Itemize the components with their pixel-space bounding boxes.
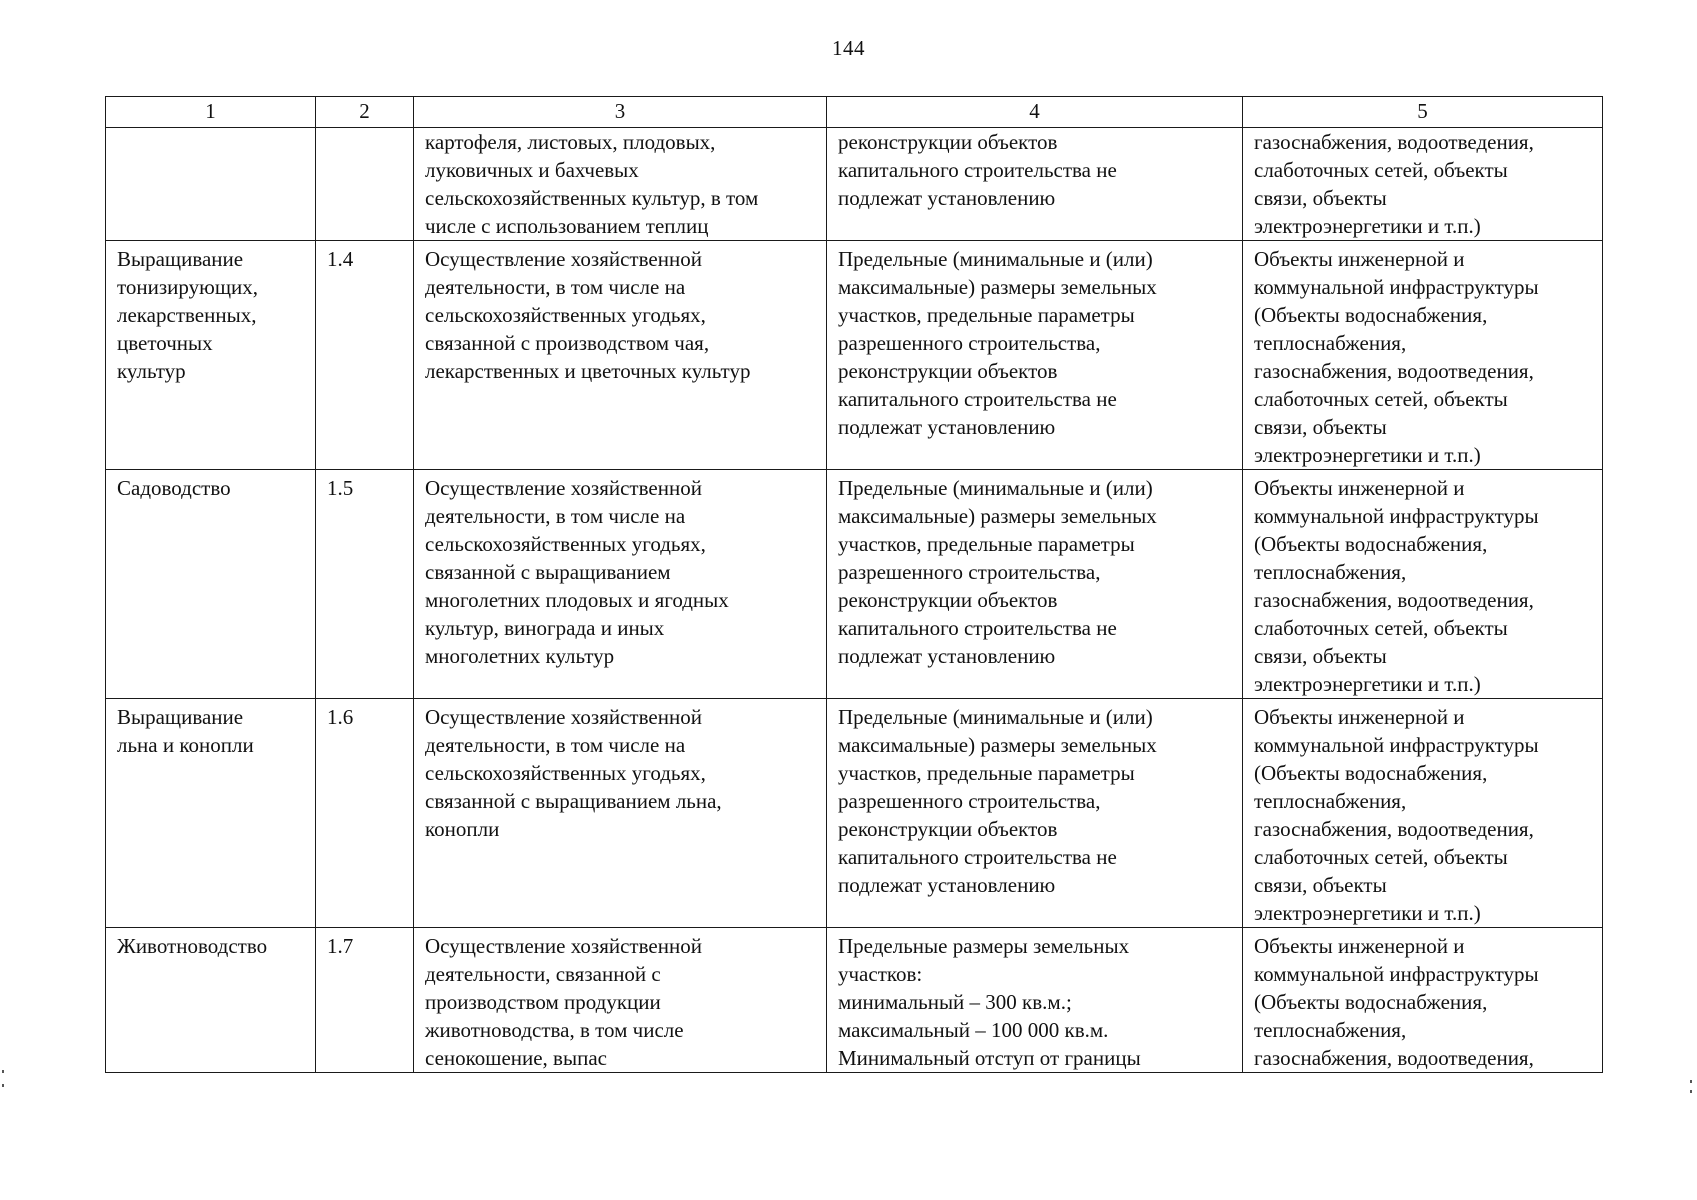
table-row xyxy=(106,699,1603,928)
limit-parameters: Предельные (минимальные и (или) максимальные) размеры земельных участков, предельные параметры разрешенного строительства, реконструкции объектов капитального строительства не подлежат установлению xyxy=(827,470,1243,699)
permitted-objects: Объекты инженерной и коммунальной инфраструктуры (Объекты водоснабжения, теплоснабжения, газоснабжения, водоотведения, слаботочных сетей, объекты связи, объекты электроэнергетики и т.п.) xyxy=(1243,241,1603,470)
use-type-name: Животноводство xyxy=(106,928,316,1073)
use-type-name xyxy=(106,128,316,241)
table-row xyxy=(106,470,1603,699)
use-type-code: 1.4 xyxy=(316,241,414,470)
table-row xyxy=(106,128,1603,241)
limit-parameters: реконструкции объектов капитального строительства не подлежат установлению xyxy=(827,128,1243,241)
column-header-5: 5 xyxy=(1243,97,1603,128)
use-type-name: Садоводство xyxy=(106,470,316,699)
use-type-name: Выращивание тонизирующих, лекарственных, цветочных культур xyxy=(106,241,316,470)
use-type-code: 1.7 xyxy=(316,928,414,1073)
use-type-description: Осуществление хозяйственной деятельности, связанной с производством продукции животноводства, в том числе сенокошение, выпас xyxy=(414,928,827,1073)
use-type-code xyxy=(316,128,414,241)
use-type-description: Осуществление хозяйственной деятельности, в том числе на сельскохозяйственных угодьях, связанной с производством чая, лекарственных и цветочных культур xyxy=(414,241,827,470)
scan-artifact xyxy=(1690,1080,1692,1083)
table-header-row xyxy=(106,97,1603,128)
use-type-description: Осуществление хозяйственной деятельности, в том числе на сельскохозяйственных угодьях, связанной с выращиванием льна, конопли xyxy=(414,699,827,928)
column-header-2: 2 xyxy=(316,97,414,128)
use-type-code: 1.6 xyxy=(316,699,414,928)
limit-parameters: Предельные (минимальные и (или) максимальные) размеры земельных участков, предельные параметры разрешенного строительства, реконструкции объектов капитального строительства не подлежат установлению xyxy=(827,699,1243,928)
column-header-4: 4 xyxy=(827,97,1243,128)
column-header-3: 3 xyxy=(414,97,827,128)
permitted-objects: газоснабжения, водоотведения, слаботочных сетей, объекты связи, объекты электроэнергетики и т.п.) xyxy=(1243,128,1603,241)
column-header-1: 1 xyxy=(106,97,316,128)
use-type-description: Осуществление хозяйственной деятельности, в том числе на сельскохозяйственных угодьях, связанной с выращиванием многолетних плодовых и ягодных культур, винограда и иных многолетних культур xyxy=(414,470,827,699)
use-type-name: Выращивание льна и конопли xyxy=(106,699,316,928)
page-number: 144 xyxy=(832,36,865,60)
permitted-objects: Объекты инженерной и коммунальной инфраструктуры (Объекты водоснабжения, теплоснабжения, газоснабжения, водоотведения, слаботочных сетей, объекты связи, объекты электроэнергетики и т.п.) xyxy=(1243,470,1603,699)
table-row xyxy=(106,928,1603,1073)
scan-artifact xyxy=(2,1070,4,1073)
land-use-table xyxy=(105,96,1603,1073)
use-type-description: картофеля, листовых, плодовых, луковичных и бахчевых сельскохозяйственных культур, в том числе с использованием теплиц xyxy=(414,128,827,241)
limit-parameters: Предельные (минимальные и (или) максимальные) размеры земельных участков, предельные параметры разрешенного строительства, реконструкции объектов капитального строительства не подлежат установлению xyxy=(827,241,1243,470)
table-row xyxy=(106,241,1603,470)
scan-artifact xyxy=(1690,1090,1692,1093)
use-type-code: 1.5 xyxy=(316,470,414,699)
permitted-objects: Объекты инженерной и коммунальной инфраструктуры (Объекты водоснабжения, теплоснабжения, газоснабжения, водоотведения, слаботочных сетей, объекты связи, объекты электроэнергетики и т.п.) xyxy=(1243,699,1603,928)
scan-artifact xyxy=(2,1084,4,1087)
permitted-objects: Объекты инженерной и коммунальной инфраструктуры (Объекты водоснабжения, теплоснабжения, газоснабжения, водоотведения, xyxy=(1243,928,1603,1073)
limit-parameters: Предельные размеры земельных участков: минимальный – 300 кв.м.; максимальный – 100 000 кв.м. Минимальный отступ от границы xyxy=(827,928,1243,1073)
